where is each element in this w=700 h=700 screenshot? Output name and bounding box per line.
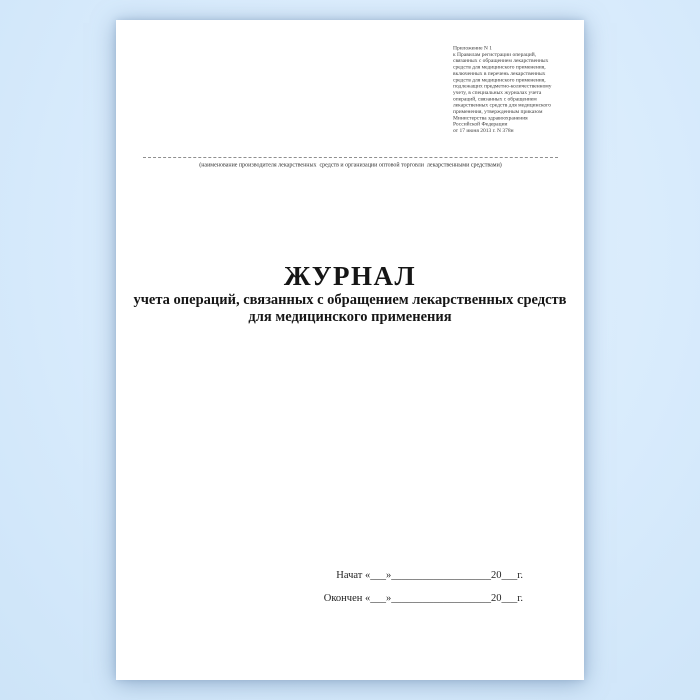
- started-label: Начат: [336, 570, 363, 581]
- started-year-suffix: г.: [517, 570, 523, 581]
- finished-label: Окончен: [323, 593, 363, 604]
- journal-title: ЖУРНАЛ: [283, 261, 417, 291]
- journal-subtitle-line1: учета операций, связанных с обращением лекарственных средств: [133, 292, 567, 308]
- finished-date-row: [324, 593, 523, 604]
- organization-name-caption: (наименование производителя лекарственных средств и организации оптовой торговли лекарственными средствами): [199, 161, 502, 168]
- started-year-blank: ___: [501, 570, 518, 581]
- organization-name-line: [143, 150, 558, 176]
- finished-day-blank: «___»: [365, 593, 392, 604]
- journal-subtitle: [116, 292, 584, 325]
- started-date-row: [336, 570, 523, 581]
- started-line-blank: ___________________: [391, 570, 491, 581]
- started-day-blank: «___»: [365, 570, 392, 581]
- journal-subtitle-line2: для медицинского применения: [248, 308, 452, 325]
- finished-line-blank: ___________________: [391, 593, 491, 604]
- fill-in-rule-line: [143, 157, 558, 158]
- finished-year-blank: ___: [501, 593, 518, 604]
- appendix-regulation-reference: Приложение N 1 к Правилам регистрации операций, связанных с обращением лекарственных средств для медицинского применения, включенных в перечень лекарственных средств для медицинского применения, подлежащих предметно-количественному учету, в специальных журналах учета операций, связанных с обращением лекарственных средств для медицинского применения, утвержденным приказом Министерства здравоохранения Российской Федерации от 17 июня 2013 г. N 378н: [453, 45, 552, 134]
- title-block: [116, 262, 584, 325]
- journal-cover-page: [116, 20, 584, 680]
- finished-year-suffix: г.: [517, 593, 523, 604]
- finished-year-prefix: 20: [491, 593, 502, 604]
- started-year-prefix: 20: [491, 570, 502, 581]
